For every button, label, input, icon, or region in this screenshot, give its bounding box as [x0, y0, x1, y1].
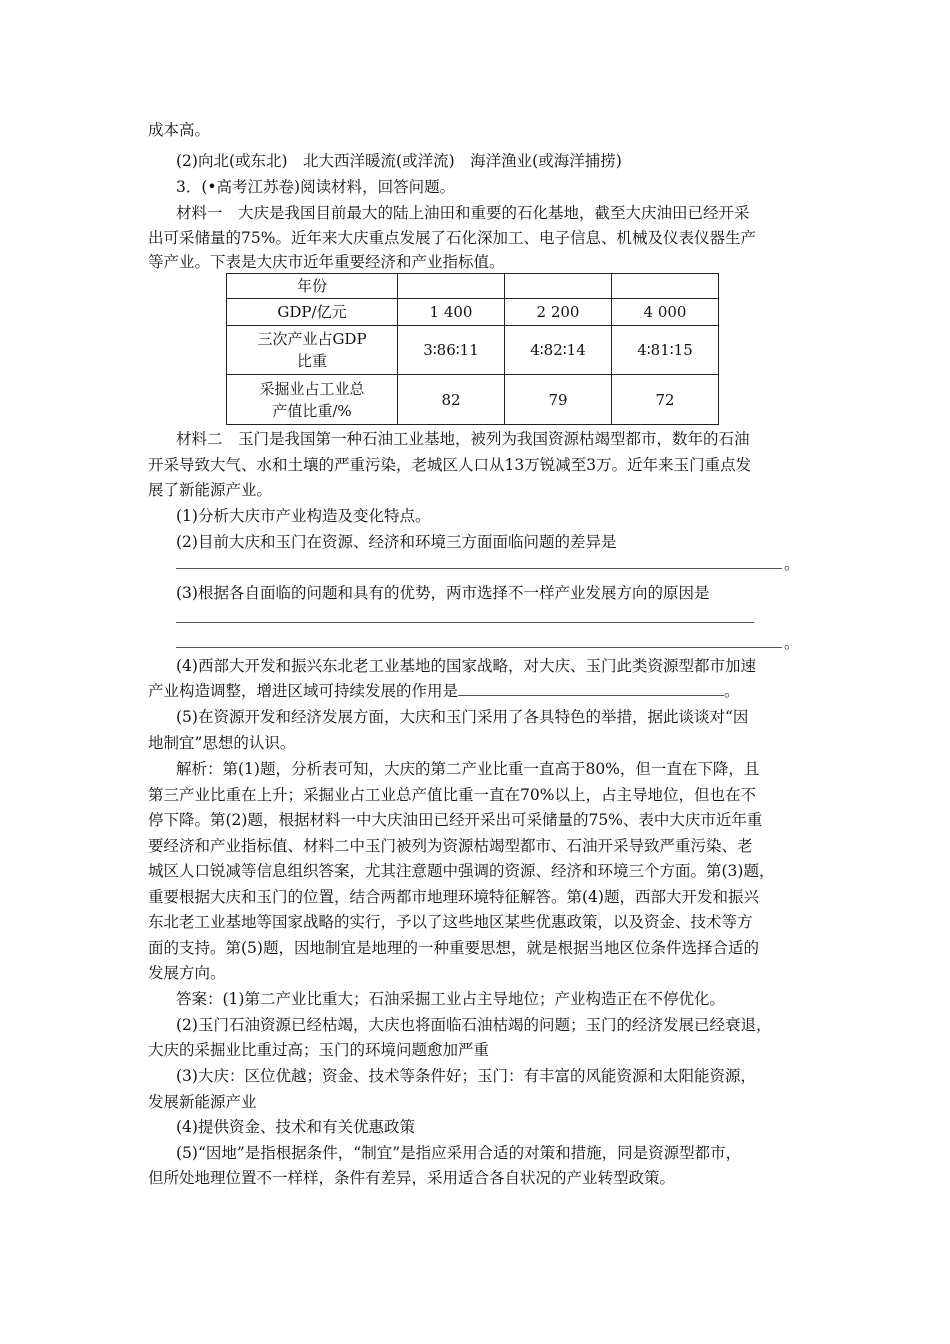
table-cell: 82: [398, 375, 505, 425]
question-4: 产业构造调整，增进区域可持续发展的作用是 。: [148, 679, 808, 704]
analysis-line: 重要根据大庆和玉门的位置，结合两都市地理环境特征解答。第(4)题，西部大开发和振兴: [148, 888, 759, 906]
question-5: 地制宜”思想的认识。: [148, 734, 296, 752]
table-cell: 4∶81∶15: [612, 326, 719, 375]
table-cell: 72: [612, 375, 719, 425]
table-row: [227, 326, 719, 375]
table-cell: [505, 274, 612, 299]
period-mark: 。: [784, 555, 800, 573]
material-two-line: 展了新能源产业。: [148, 481, 273, 499]
answer-line: 发展新能源产业: [148, 1093, 257, 1111]
analysis-line: 发展方向。: [148, 964, 226, 982]
answer-line: 大庆的采掘业比重过高；玉门的环境问题愈加严重: [148, 1041, 490, 1059]
analysis-line: 要经济和产业指标值、材料二中玉门被列为资源枯竭型都市、石油开采导致严重污染、老: [148, 837, 753, 855]
table-cell: 4∶82∶14: [505, 326, 612, 375]
question-title: 3．(•高考江苏卷)阅读材料，回答问题。: [176, 178, 456, 196]
table-cell: [612, 274, 719, 299]
table-row: [227, 299, 719, 326]
material-two-line: 材料二 玉门是我国第一种石油工业基地，被列为我国资源枯竭型都市，数年的石油: [176, 430, 750, 448]
question-5: (5)在资源开发和经济发展方面，大庆和玉门采用了各具特色的举措，据此谈谈对“因: [176, 708, 749, 726]
table-cell: 1 400: [398, 299, 505, 326]
table-cell: 3∶86∶11: [398, 326, 505, 375]
analysis-line: 面的支持。第(5)题，因地制宜是地理的一种重要思想，就是根据当地区位条件选择合适的: [148, 939, 759, 957]
answer-blank[interactable]: [176, 568, 782, 569]
question-3: (3)根据各自面临的问题和具有的优势，两市选择不一样产业发展方向的原因是: [176, 584, 710, 602]
question-2: (2)目前大庆和玉门在资源、经济和环境三方面面临问题的差异是: [176, 533, 617, 551]
row-label: GDP/亿元: [227, 299, 398, 326]
table-header-cell: 年份: [227, 274, 398, 299]
analysis-line: 东北老工业基地等国家战略的实行，予以了这些地区某些优惠政策，以及资金、技术等方: [148, 913, 753, 931]
answer-line: (2)玉门石油资源已经枯竭，大庆也将面临石油枯竭的问题；玉门的经济发展已经衰退，: [176, 1016, 772, 1034]
indicator-table: [226, 273, 719, 425]
analysis-line: 停下降。第(2)题，根据材料一中大庆油田已经开采出可采储量的75%、表中大庆市近年重: [148, 811, 763, 829]
answer-blank[interactable]: [458, 679, 724, 696]
analysis-line: 第三产业比重在上升；采掘业占工业总产值比重一直在70%以上，占主导地位，但也在不: [148, 786, 756, 804]
row-label: 采掘业占工业总 产值比重/%: [227, 375, 398, 425]
material-one-line: 等产业。下表是大庆市近年重要经济和产业指标值。: [148, 253, 505, 271]
answer-line: (5)“因地”是指根据条件，“制宜”是指应采用合适的对策和措施，同是资源型都市，: [176, 1144, 742, 1162]
answer-line: (3)大庆：区位优越；资金、技术等条件好；玉门：有丰富的风能资源和太阳能资源，: [176, 1067, 756, 1085]
material-one-line: 材料一 大庆是我国目前最大的陆上油田和重要的石化基地，截至大庆油田已经开采: [176, 204, 750, 222]
analysis-line: 城区人口锐减等信息组织答案，尤其注意题中强调的资源、经济和环境三个方面。第(3)题，: [148, 862, 775, 880]
table-cell: 2 200: [505, 299, 612, 326]
analysis-line: 解析：第(1)题，分析表可知，大庆的第二产业比重一直高于80%，但一直在下降，且: [176, 760, 760, 778]
text-line: 成本高。: [148, 121, 211, 139]
answer-line: 但所处地理位置不一样样，条件有差异，采用适合各自状况的产业转型政策。: [148, 1169, 676, 1187]
row-label: 三次产业占GDP 比重: [227, 326, 398, 375]
table-cell: [398, 274, 505, 299]
answer-blank[interactable]: [176, 647, 782, 648]
table-cell: 4 000: [612, 299, 719, 326]
period-mark: 。: [784, 634, 800, 652]
answer-line: 答案：(1)第二产业比重大；石油采掘工业占主导地位；产业构造正在不停优化。: [176, 990, 725, 1008]
table-row: [227, 375, 719, 425]
answer-line: (4)提供资金、技术和有关优惠政策: [176, 1118, 415, 1136]
material-two-line: 开采导致大气、水和土壤的严重污染，老城区人口从13万锐减至3万。近年来玉门重点发: [148, 456, 752, 474]
material-one-line: 出可采储量的75%。近年来大庆重点发展了石化深加工、电子信息、机械及仪表仪器生产: [148, 229, 756, 247]
answer-blank[interactable]: [176, 622, 754, 623]
question-4: (4)西部大开发和振兴东北老工业基地的国家战略，对大庆、玉门此类资源型都市加速: [176, 657, 756, 675]
table-header-row: [227, 274, 719, 299]
table-cell: 79: [505, 375, 612, 425]
question-1: (1)分析大庆市产业构造及变化特点。: [176, 507, 431, 525]
text-line: (2)向北(或东北) 北大西洋暖流(或洋流) 海洋渔业(或海洋捕捞): [176, 152, 622, 170]
